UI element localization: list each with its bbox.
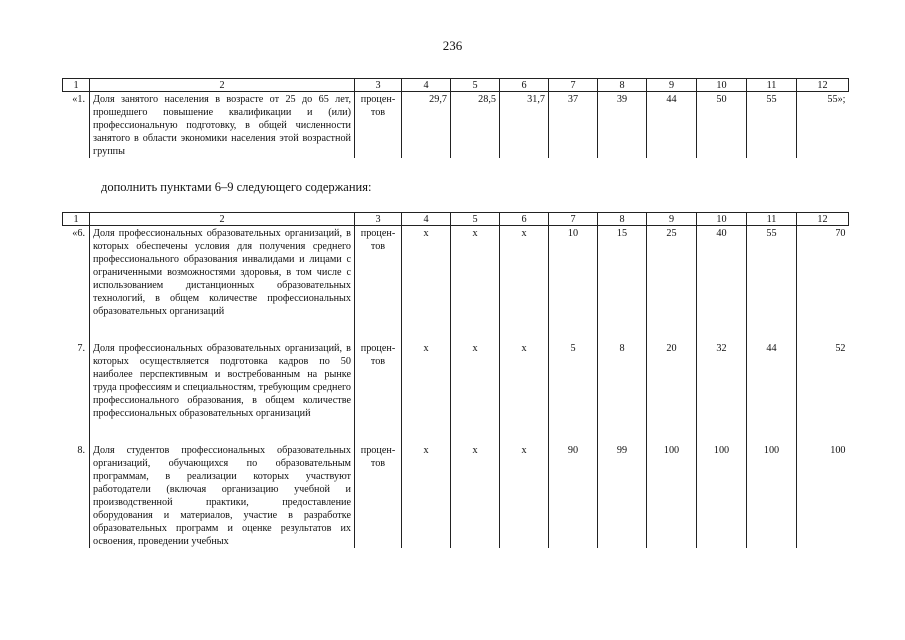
row-value: 28,5: [451, 92, 500, 159]
row-value: х: [451, 443, 500, 548]
row-value: 31,7: [500, 92, 549, 159]
header-cell: 3: [355, 79, 402, 92]
row-description: Доля профессиональных образовательных организаций, в которых осуществляется подготовка кадров по 50 наиболее перспективным и востребованным на рынке труда профессиям и специальностям, требующим среднего профессионального образования, в общем количестве профессиональных образовательных организаций: [90, 341, 355, 420]
row-value: 99: [598, 443, 647, 548]
header-cell: 7: [549, 213, 598, 226]
header-cell: 1: [63, 79, 90, 92]
row-value: 52: [797, 341, 849, 420]
header-cell: 8: [598, 79, 647, 92]
row-value: 39: [598, 92, 647, 159]
row-value: х: [402, 341, 451, 420]
header-cell: 3: [355, 213, 402, 226]
row-value: 40: [697, 226, 747, 319]
row-value: х: [451, 341, 500, 420]
page-number: 236: [442, 38, 463, 53]
row-value: 100: [747, 443, 797, 548]
header-cell: 9: [647, 79, 697, 92]
row-value: 10: [549, 226, 598, 319]
header-cell: 12: [797, 213, 849, 226]
row-value: 8: [598, 341, 647, 420]
row-unit: процен-тов: [355, 226, 402, 319]
header-cell: 11: [747, 79, 797, 92]
table-row: [63, 92, 849, 159]
row-description: Доля студентов профессиональных образовательных организаций, обучающихся по образовательным программам, в реализации которых участвуют работодатели (включая организацию учебной и производственной практики, предоставление оборудования и материалов, участие в разработке образовательных программ и оценке результатов их освоения, проведении учебных: [90, 443, 355, 548]
row-value: 55: [747, 226, 797, 319]
row-value: 55»;: [797, 92, 849, 159]
indicator-table-1: [62, 78, 849, 158]
row-value: х: [500, 226, 549, 319]
row-value: 100: [697, 443, 747, 548]
header-cell: 9: [647, 213, 697, 226]
header-cell: 10: [697, 79, 747, 92]
row-value: 70: [797, 226, 849, 319]
row-value: 44: [747, 341, 797, 420]
table-row: [63, 341, 849, 420]
row-value: 100: [797, 443, 849, 548]
table-row: [63, 443, 849, 548]
row-value: 37: [549, 92, 598, 159]
row-number: 8.: [77, 445, 85, 456]
header-cell: 4: [402, 79, 451, 92]
row-value: 25: [647, 226, 697, 319]
row-value: 20: [647, 341, 697, 420]
row-unit: процен-тов: [355, 92, 402, 159]
row-value: х: [402, 226, 451, 319]
row-number: 7.: [77, 343, 85, 354]
row-value: 44: [647, 92, 697, 159]
header-cell: 6: [500, 79, 549, 92]
row-value: 50: [697, 92, 747, 159]
header-cell: 6: [500, 213, 549, 226]
header-cell: 8: [598, 213, 647, 226]
row-description: Доля профессиональных образовательных организаций, в которых обеспечены условия для получения среднего профессионального образования инвалидами и лицами с ограниченными возможностями здоровья, в том числе с использованием дистанционных образовательных технологий, в общем количестве профессиональных образовательных организаций: [90, 226, 355, 319]
row-number: «1.: [72, 94, 85, 105]
header-cell: 2: [90, 213, 355, 226]
row-value: х: [500, 443, 549, 548]
row-value: 32: [697, 341, 747, 420]
row-value: х: [451, 226, 500, 319]
intro-text: дополнить пунктами 6–9 следующего содержания:: [101, 180, 372, 194]
header-cell: 1: [63, 213, 90, 226]
row-description: Доля занятого населения в возрасте от 25 до 65 лет, прошедшего повышение квалификации и (или) профессиональную подготовку, в общей численности занятого в области экономики населения этой возрастной группы: [90, 92, 355, 159]
header-cell: 11: [747, 213, 797, 226]
row-value: 15: [598, 226, 647, 319]
row-value: 29,7: [402, 92, 451, 159]
header-cell: 12: [797, 79, 849, 92]
header-cell: 7: [549, 79, 598, 92]
header-cell: 5: [451, 213, 500, 226]
table-row: [63, 226, 849, 319]
header-cell: 4: [402, 213, 451, 226]
row-unit: процен-тов: [355, 341, 402, 420]
row-value: 55: [747, 92, 797, 159]
header-row: [63, 213, 849, 226]
row-number: «6.: [72, 228, 85, 239]
row-value: х: [500, 341, 549, 420]
row-spacer: [63, 420, 849, 443]
indicator-table-2: [62, 212, 849, 548]
row-spacer: [63, 318, 849, 341]
header-cell: 2: [90, 79, 355, 92]
row-value: 90: [549, 443, 598, 548]
row-value: х: [402, 443, 451, 548]
row-unit: процен-тов: [355, 443, 402, 548]
row-value: 100: [647, 443, 697, 548]
row-value: 5: [549, 341, 598, 420]
header-row: [63, 79, 849, 92]
header-cell: 5: [451, 79, 500, 92]
header-cell: 10: [697, 213, 747, 226]
